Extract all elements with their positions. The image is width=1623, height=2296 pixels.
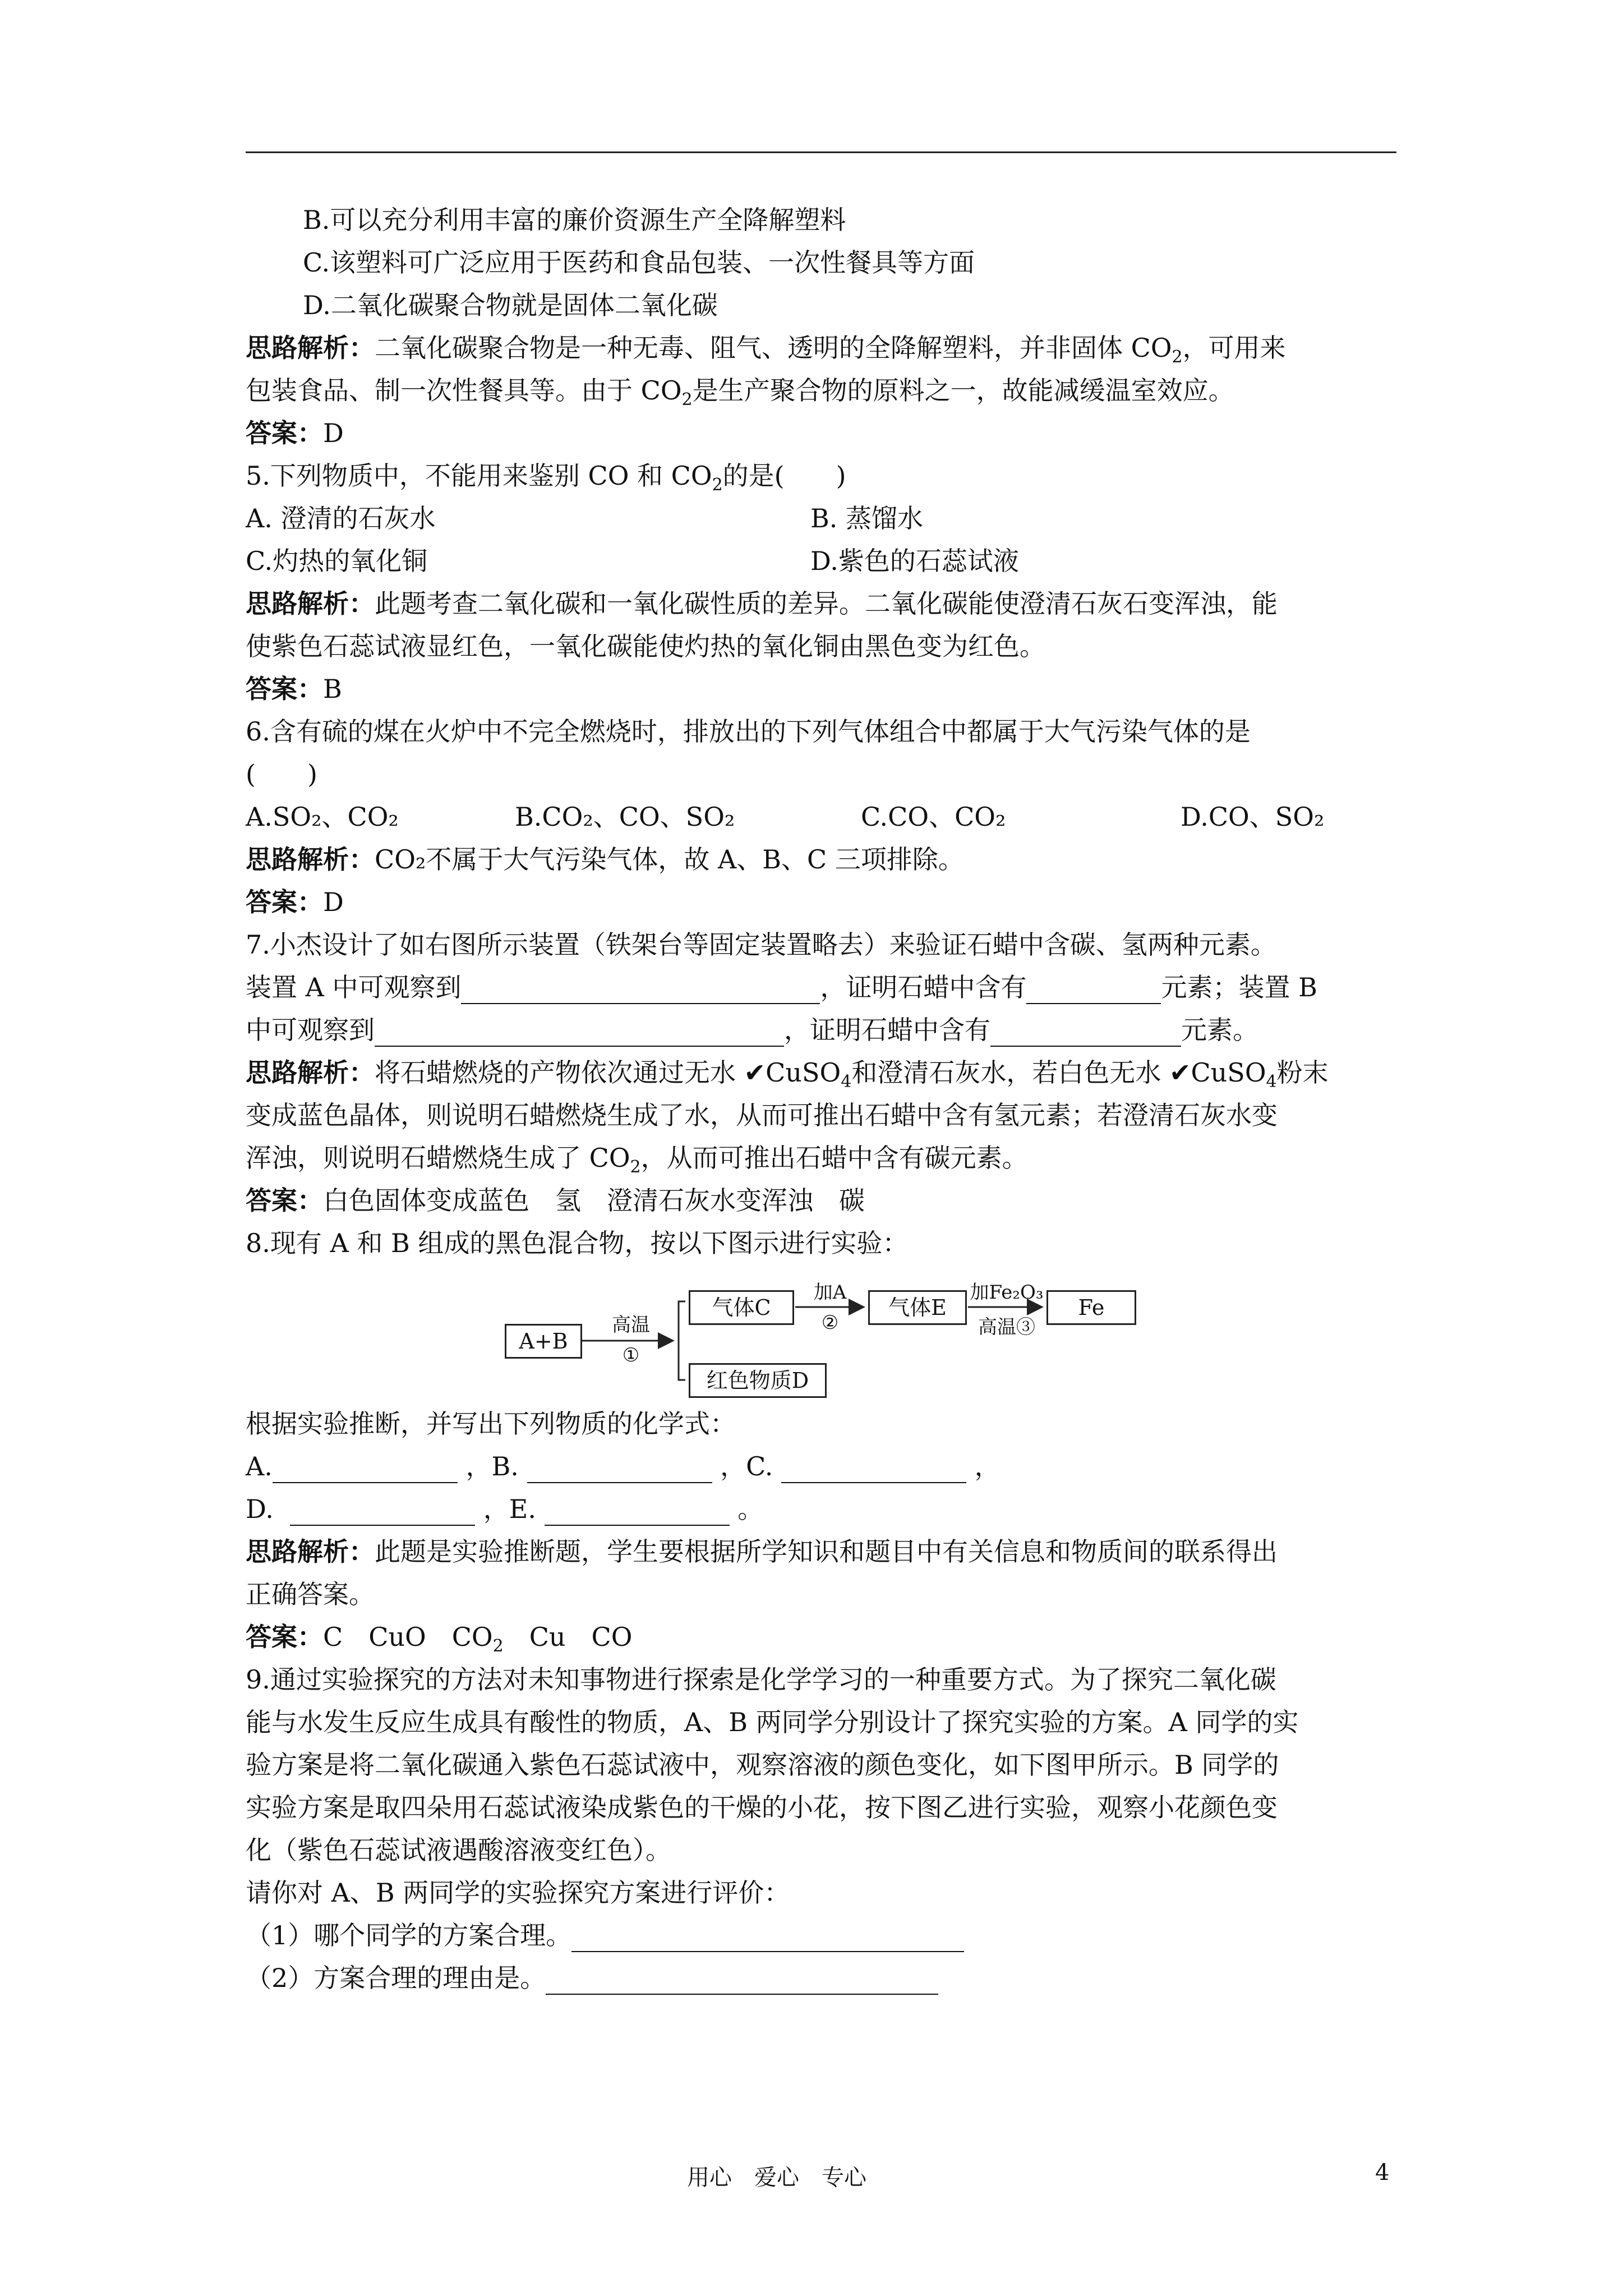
arrow-1-bottom-label: ① — [622, 1344, 640, 1366]
q8-blank-a[interactable] — [273, 1457, 458, 1483]
answer-label: 答案： — [246, 418, 323, 448]
q6-analysis: 思路解析：CO₂不属于大气污染气体，故 A、B、C 三项排除。 — [246, 844, 964, 875]
arrow-2-top-label: 加A — [813, 1281, 847, 1304]
q4-analysis-line2: 包装食品、制一次性餐具等。由于 $CO_2$是生产聚合物的原料之一，故能减缓温室效应。 — [246, 375, 1234, 409]
q9-line6: 请你对 A、B 两同学的实验探究方案进行评价： — [246, 1878, 790, 1908]
check-mark-icon: ✔ — [744, 1057, 766, 1088]
q5-answer: 答案：B — [246, 674, 342, 704]
q9-question-2: （2）方案合理的理由是。 — [246, 1961, 938, 1995]
q8-fill-line1: A. ，B. ，C. ， — [246, 1450, 1000, 1483]
footer-motto: 用心 爱心 专心 — [687, 2165, 866, 2191]
arrow-1-top-label: 高温 — [612, 1314, 650, 1336]
q6-answer: 答案：D — [246, 887, 344, 917]
q6-stem-line1: 6.含有硫的煤在火炉中不完全燃烧时，排放出的下列气体组合中都属于大气污染气体的是 — [246, 716, 1251, 747]
q7-stem-line3: 中可观察到 ，证明石蜡中含有 元素。 — [246, 1013, 1258, 1047]
q5-option-b: B. 蒸馏水 — [810, 503, 924, 533]
q6-option-c: C.CO、CO₂ — [861, 802, 1006, 832]
q4-analysis-line1: 思路解析：二氧化碳聚合物是一种无毒、阻气、透明的全降解塑料，并非固体 $CO_2$，可用来 — [246, 333, 1286, 367]
q9-line2: 能与水发生反应生成具有酸性的物质，A、B 两同学分别设计了探究实验的方案。A 同学的实 — [246, 1707, 1299, 1737]
analysis-label: 思路解析： — [246, 333, 375, 363]
box-gas-c: 气体C — [689, 1290, 794, 1325]
q8-analysis-line2: 正确答案。 — [246, 1579, 375, 1609]
q7-stem-line1: 7.小杰设计了如右图所示装置（铁架台等固定装置略去）来验证石蜡中含碳、氢两种元素。 — [246, 930, 1276, 960]
q7-analysis-line2: 变成蓝色晶体，则说明石蜡燃烧生成了水，从而可推出石蜡中含有氢元素；若澄清石灰水变 — [246, 1100, 1278, 1130]
q6-stem-line2: ( ) — [246, 759, 317, 789]
q8-answer: 答案：C CuO $CO_2$ Cu CO — [246, 1622, 633, 1656]
arrow-3-bottom-label: 高温③ — [978, 1316, 1035, 1338]
q8-instruction: 根据实验推断，并写出下列物质的化学式： — [246, 1409, 736, 1439]
q9-line1: 9.通过实验探究的方法对未知事物进行探索是化学学习的一种重要方式。为了探究二氧化碳 — [246, 1664, 1276, 1695]
box-gas-e: 气体E — [868, 1290, 967, 1325]
check-mark-icon: ✔ — [1169, 1057, 1191, 1088]
header-rule — [246, 151, 1396, 153]
q8-blank-e[interactable] — [545, 1500, 730, 1526]
q6-option-a: A.SO₂、CO₂ — [246, 802, 399, 832]
q7-blank-b-element[interactable] — [990, 1021, 1181, 1047]
q4-answer: 答案：D — [246, 418, 344, 448]
box-a-plus-b: A+B — [505, 1324, 582, 1359]
q6-option-d: D.CO、SO₂ — [1181, 802, 1325, 832]
arrow-2-bottom-label: ② — [821, 1312, 839, 1334]
q7-blank-a-element[interactable] — [1026, 978, 1161, 1004]
q6-option-b: B.CO₂、CO、SO₂ — [515, 802, 735, 832]
q5-option-d: D.紫色的石蕊试液 — [810, 546, 1019, 576]
q7-answer: 答案：白色固体变成蓝色 氢 澄清石灰水变浑浊 碳 — [246, 1185, 865, 1216]
q8-fill-line2: D. ，E. 。 — [246, 1492, 763, 1526]
q5-stem: 5.下列物质中，不能用来鉴别 CO 和 $CO_2$的是( ) — [246, 461, 846, 495]
box-fe: Fe — [1046, 1290, 1136, 1325]
q7-blank-a-observe[interactable] — [461, 978, 820, 1004]
q9-blank-2[interactable] — [546, 1969, 938, 1995]
arrow-3-top-label: 加Fe₂O₃ — [970, 1281, 1044, 1304]
branch-bracket — [679, 1301, 685, 1380]
q8-flow-diagram — [505, 1281, 1178, 1397]
q7-stem-line2: 装置 A 中可观察到 ，证明石蜡中含有 元素；装置 B — [246, 970, 1317, 1004]
q9-line4: 实验方案是取四朵用石蕊试液染成紫色的干燥的小花，按下图乙进行实验，观察小花颜色变 — [246, 1792, 1278, 1823]
q7-analysis-line1: 思路解析：将石蜡燃烧的产物依次通过无水 ✔CuSO$_4$和澄清石灰水，若白色无水 ✔CuSO$_4$粉末 — [246, 1057, 1329, 1092]
q5-analysis-line1: 思路解析：此题考查二氧化碳和一氧化碳性质的差异。二氧化碳能使澄清石灰石变浑浊，能 — [246, 588, 1278, 619]
q7-analysis-line3: 浑浊，则说明石蜡燃烧生成了 $CO_2$，从而可推出石蜡中含有碳元素。 — [246, 1143, 1028, 1177]
q9-line5: 化（紫色石蕊试液遇酸溶液变红色）。 — [246, 1835, 671, 1865]
q5-option-c: C.灼热的氧化铜 — [246, 546, 428, 576]
q8-blank-c[interactable] — [781, 1457, 966, 1483]
box-red-substance-d: 红色物质D — [689, 1363, 827, 1398]
q4-option-c: C.该塑料可广泛应用于医药和食品包装、一次性餐具等方面 — [303, 247, 975, 278]
q8-blank-b[interactable] — [527, 1457, 712, 1483]
q5-option-a: A. 澄清的石灰水 — [246, 503, 436, 533]
q5-analysis-line2: 使紫色石蕊试液显红色，一氧化碳能使灼热的氧化铜由黑色变为红色。 — [246, 631, 1045, 661]
page-number: 4 — [1375, 2160, 1390, 2185]
q9-blank-1[interactable] — [571, 1926, 964, 1952]
q8-blank-d[interactable] — [290, 1500, 475, 1526]
q7-blank-b-observe[interactable] — [375, 1021, 784, 1047]
q9-line3: 验方案是将二氧化碳通入紫色石蕊试液中，观察溶液的颜色变化，如下图甲所示。B 同学的 — [246, 1750, 1279, 1780]
q8-stem: 8.现有 A 和 B 组成的黑色混合物，按以下图示进行实验： — [246, 1228, 909, 1258]
q4-option-b: B.可以充分利用丰富的廉价资源生产全降解塑料 — [303, 205, 846, 235]
q4-option-d: D.二氧化碳聚合物就是固体二氧化碳 — [303, 290, 718, 320]
q8-analysis-line1: 思路解析：此题是实验推断题，学生要根据所学知识和题目中有关信息和物质间的联系得出 — [246, 1536, 1278, 1567]
q9-question-1: （1）哪个同学的方案合理。 — [246, 1918, 964, 1952]
